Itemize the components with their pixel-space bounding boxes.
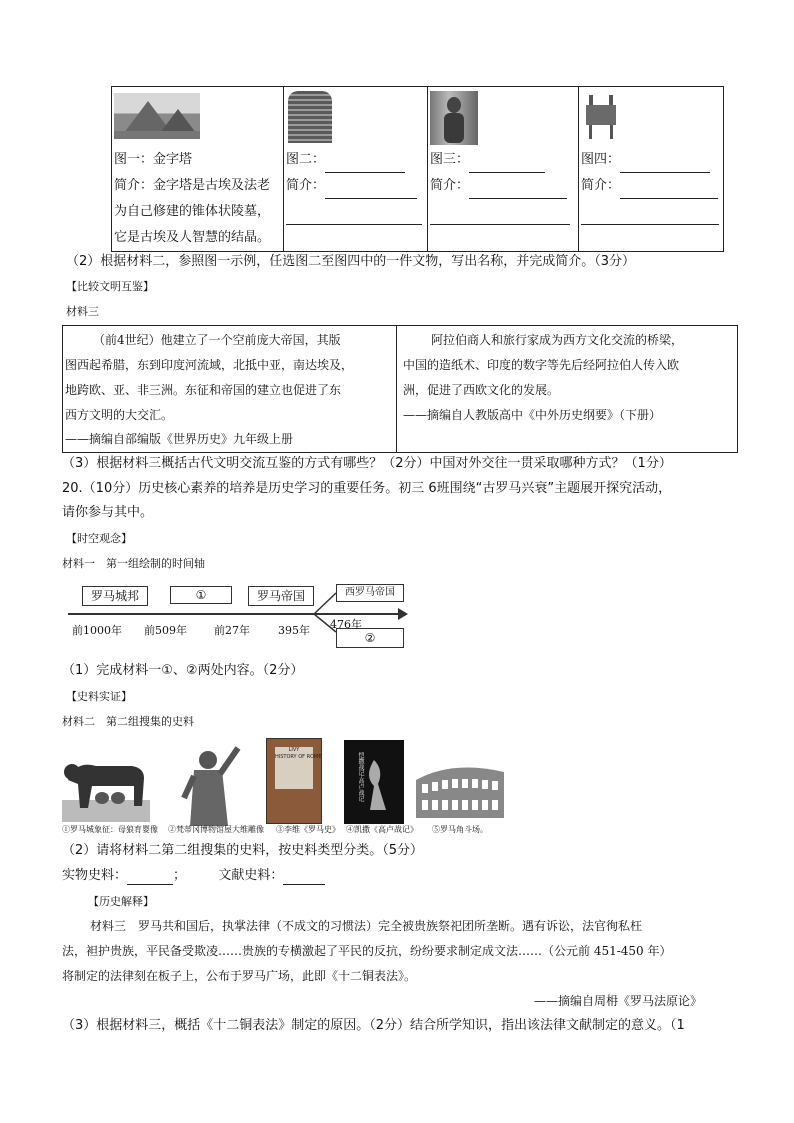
caption-5: ⑤罗马角斗场。 (432, 825, 488, 834)
material-3-box (62, 325, 738, 453)
timeline-box-western-roman-empire: 西罗马帝国 (336, 584, 404, 602)
timeline-box-roman-empire: 罗马帝国 (248, 586, 314, 606)
question-20-line2: 请你参与其中。 (62, 505, 154, 520)
material-3b-line2: 法，袒护贵族，平民备受欺凌……贵族的专横激起了平民的反抗，纷纷要求制定成文法……（公元前 451-450 年） (62, 944, 672, 958)
timeline-year-3: 前27年 (214, 624, 250, 637)
timeline (64, 580, 410, 654)
artifact-table (111, 86, 724, 252)
artifact-1-intro: 简介：金字塔是古埃及法老 (114, 178, 271, 193)
mat3-right-line2: 中国的造纸术、印度的数字等先后经阿拉伯人传入欧 (403, 358, 680, 372)
augustus-statue-image (172, 742, 252, 826)
artifact-1-title: 图一：金字塔 (114, 152, 193, 167)
material-3b-line3: 将制定的法律刻在板子上，公布于罗马广场，此即《十二铜表法》。 (62, 969, 417, 983)
artifact-3-name-blank[interactable] (469, 158, 545, 173)
artifact-cell-1 (112, 87, 284, 252)
artifact-3-title: 图三： (430, 152, 470, 167)
timeline-year-4: 395年 (278, 624, 310, 637)
classification-line: 实物史料： ； 文献史料： (62, 867, 325, 885)
artifact-4-intro: 简介： (581, 178, 621, 193)
artifact-3-intro-blank-2[interactable] (430, 210, 570, 225)
artifact-4-intro-blank[interactable] (620, 184, 718, 199)
material-2-label: 材料二 第二组搜集的史料 (62, 715, 194, 728)
mat3-left-line1: （前4世纪）他建立了一个空前庞大帝国，其版 (93, 333, 341, 347)
artifact-2-name-blank[interactable] (325, 158, 405, 173)
material-3b-source: ——摘编自周枏《罗马法原论》 (534, 994, 703, 1008)
artifact-4-name-blank[interactable] (620, 158, 710, 173)
livy-book-image (266, 738, 322, 824)
question-2b: （2）请将材料二第二组搜集的史料，按史料类型分类。（5分） (62, 843, 424, 858)
documentary-sources-label: 文献史料： (218, 868, 284, 883)
mat3-left-source: ——摘编自部编版《世界历史》九年级上册 (65, 432, 294, 446)
buddha-statue-image (430, 91, 478, 145)
caesar-book-title: 恺撒战记·高卢战记 (357, 752, 364, 802)
timeline-year-1: 前1000年 (72, 624, 122, 637)
section-compare: 【比较文明互鉴】 (66, 280, 154, 293)
section-time: 【时空观念】 (66, 532, 132, 545)
timeline-year-2: 前509年 (144, 624, 187, 637)
caption-4: ④凯撒《高卢战记》 (346, 825, 418, 834)
pyramid-image (114, 93, 200, 139)
physical-sources-label: 实物史料： (62, 868, 128, 883)
caesar-book-image (344, 740, 404, 824)
timeline-box-roman-city-state: 罗马城邦 (82, 586, 148, 606)
mat3-right-line1: 阿拉伯商人和旅行家成为西方文化交流的桥梁， (431, 333, 684, 347)
section-evidence: 【史料实证】 (66, 690, 132, 703)
documentary-sources-blank[interactable] (283, 870, 325, 885)
artifact-3-intro: 简介： (430, 178, 470, 193)
mat3-left-line4: 西方文明的大交汇。 (65, 408, 174, 422)
artifact-2-intro-blank[interactable] (325, 184, 417, 199)
artifact-3-intro-blank[interactable] (469, 184, 567, 199)
question-3b: （3）根据材料三，概括《十二铜表法》制定的原因。（2分）结合所学知识，指出该法律文献制定的意义。（1 (62, 1018, 685, 1033)
bronze-ding-image (583, 95, 619, 141)
artifact-cell-2 (284, 87, 428, 252)
material-3b-line1: 材料三 罗马共和国后，执掌法律（不成文的习惯法）完全被贵族祭祀团所垄断。遇有诉讼，法官徇私枉 (90, 919, 643, 933)
artifact-2-intro-blank-2[interactable] (286, 210, 422, 225)
artifact-cell-3 (428, 87, 579, 252)
mat3-right-line3: 洲，促进了西欧文化的发展。 (403, 383, 560, 397)
section-interpretation: 【历史解释】 (88, 895, 154, 908)
material-3-label: 材料三 (66, 305, 99, 318)
artifact-4-title: 图四： (581, 152, 621, 167)
she-wolf-image (62, 750, 150, 822)
question-3: （3）根据材料三概括古代文明交流互鉴的方式有哪些？（2分）中国对外交往一贯采取哪种方式？（1分） (62, 456, 672, 471)
mat3-right-source: ——摘编自人教版高中《中外历史纲要》（下册） (403, 408, 662, 422)
question-20-line1: 20.（10分）历史核心素养的培养是历史学习的重要任务。初三 6班围绕“古罗马兴衰”主题展开探究活动， (62, 481, 672, 496)
mat3-left-line2: 图西起希腊，东到印度河流域，北抵中亚，南达埃及， (65, 358, 354, 372)
timeline-year-5: 476年 (330, 618, 362, 631)
box-divider (396, 326, 397, 452)
timeline-blank-2[interactable]: ② (336, 628, 404, 648)
artifact-4-intro-blank-2[interactable] (581, 210, 719, 225)
timeline-blank-1[interactable]: ① (170, 586, 232, 604)
question-2: （2）根据材料二，参照图一示例，任选图二至图四中的一件文物，写出名称，并完成简介。（3分） (66, 254, 636, 269)
rome-sources (62, 738, 508, 834)
artifact-2-title: 图二： (286, 152, 326, 167)
artifact-cell-4 (579, 87, 724, 252)
material-1-label: 材料一 第一组绘制的时间轴 (62, 557, 205, 570)
artifact-2-intro: 简介： (286, 178, 326, 193)
artifact-1-intro-line2: 为自己修建的锥体状陵墓， (114, 204, 271, 219)
caption-2: ②梵蒂冈博物馆屋大维雕像 (168, 825, 264, 834)
colosseum-image (412, 760, 508, 820)
mat3-left-line3: 地跨欧、亚、非三洲。东征和帝国的建立也促进了东 (65, 383, 342, 397)
caption-3: ③李维《罗马史》 (276, 825, 340, 834)
artifact-1-intro-line3: 它是古埃及人智慧的结晶。 (114, 230, 271, 245)
caption-1: ①罗马城象征：母狼育婴像 (62, 825, 158, 834)
livy-book-cover-title: LIVY HISTORY OF ROME (275, 747, 313, 789)
physical-sources-blank[interactable] (127, 870, 173, 885)
stele-image (288, 91, 332, 143)
question-1: （1）完成材料一①、②两处内容。（2分） (62, 663, 304, 678)
